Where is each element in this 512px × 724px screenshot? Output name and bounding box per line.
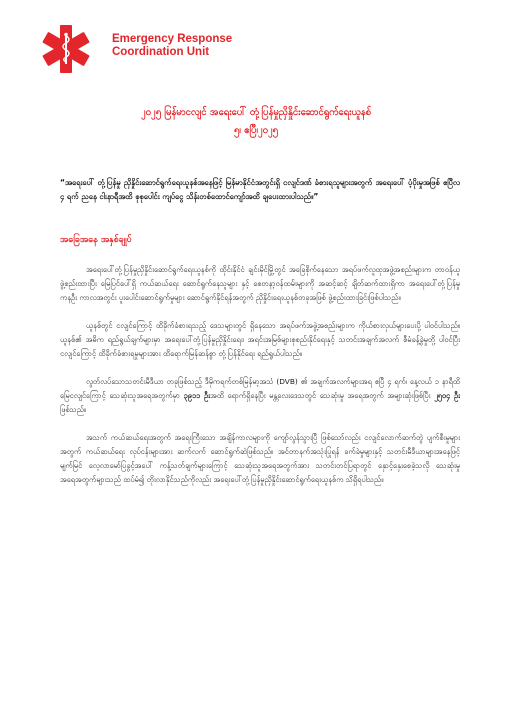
- organization-name: [112, 33, 432, 59]
- death-toll-mandalay: ၂၅၀၄ ဦး: [434, 391, 461, 400]
- organization-name-line2: Coordination Unit: [112, 46, 210, 58]
- title-date: ၅၊ ဧပြီ၊၂၀၂၅: [233, 125, 279, 136]
- header: [40, 23, 480, 83]
- paragraph-2: ယူနစ်တွင် ငလျင်ကြောင့် ထိခိုက်ခံစားရသည့် ဒေသများတွင် ရှိနေသော အရပ်ဖက်အဖွဲ့အစည်းများက ကိုယ်စားလှယ်များပေးပို့ ပါဝင်ပါသည်။ ယူနစ်၏ အဓိက ရည်ရွယ်ချက်များမှာ အရေးပေါ်တုံ့ပြန်မှုညှိနှိုင်းရေး၊ အရင်းအမြစ်များစုစည်းနိုင်ရေးနှင့် သတင်းအချက်အလက် စီမံခန့်ခွဲမှုတို့ ပါဝင်ပြီး ငလျင်ကြောင့် ထိခိုက်ခံစားရမှုများအား ထိရောက်မြန်ဆန်စွာ တုံ့ပြန်နိုင်ရေး ရည်ရွယ်ပါသည်။: [60, 321, 460, 358]
- paragraph-3-part-a: လွတ်လပ်သောသတင်းမီဒီယာ တခုဖြစ်သည့် ဒီမိုကရက်တစ်မြန်မာ့အသံ (DVB) ၏ အချက်အလက်များအရ ဧပြီ ၄ ရက်၊ နေ့လယ် ၁ နာရီထိ မြေငလျင်ကြောင့် သေဆုံးသူအရေအတွက်မှာ: [60, 377, 460, 400]
- death-toll-total: ၃၉၁၁ ဦး: [183, 391, 211, 400]
- paragraph-3: [60, 375, 460, 417]
- organization-name-line1: Emergency Response: [112, 33, 233, 45]
- paragraph-3-part-c: အထိ ရောက်ရှိနေပြီး မန္တလေးဒေသတွင် သေဆုံးမှု အရေအတွက် အများဆုံးဖြစ်ပြီး: [210, 391, 435, 400]
- star-of-life-logo-icon: [40, 23, 92, 75]
- section-heading-summary: အခြေအနေ အနှစ်ချုပ်: [60, 235, 132, 245]
- highlight-quote: “အရေးပေါ် တုံ့ပြန်မှု ညှိနှိုင်းဆောင်ရွက်ရေးယူနစ်အနေဖြင့် မြန်မာနိုင်ငံအတွင်းရှိ ငလျင်ဒဏ် ခံစားရသူများအတွက် အရေးပေါ် ပံ့ပိုးမှုအဖြစ် ဧပြီလ ၄ ရက် ညနေ ငါးနာရီအထိ စုစုပေါင်း ကျပ်ငွေ သိန်းတစ်ထောင်ကျော်အထိ ချပေးထားပါသည်။”: [60, 178, 460, 201]
- paragraph-3-part-e: ဖြစ်သည်။: [60, 405, 87, 414]
- title-line: ၂၀၂၅ မြန်မာငလျင် အရေးပေါ် တုံ့ပြန်မှုညှိနှိုင်းဆောင်ရွက်ရေးယူနစ်: [141, 107, 371, 118]
- document-title: [0, 104, 512, 140]
- summary-body: [60, 263, 460, 501]
- paragraph-4: အသက် ကယ်ဆယ်ရေးအတွက် အရေးကြီးသော အချိန်ကာလများကို ကျော်လွန်သွားပြီ ဖြစ်သော်လည်း ငလျင်လောက်ဆက်တွဲ ပျက်စီးမှုများအတွက် ကယ်ဆယ်ရေး လုပ်ငန်းများအား ဆက်လက် ဆောင်ရွက်ဆဲဖြစ်သည်။ အင်တာနက်အသုံးပြုရန် ခက်ခဲမှုများနှင့် သတင်းမီဒီယာများအနေဖြင့် မျက်မြင် လေ့လာမော်ပြခွင့်အပေါ် ကန့်သတ်ချက်များကြောင့် သေဆုံးသူအရေအတွက်အား သတင်းတင်ပြရာတွင် နှောင့်နှေးစေခဲ့သလို သေဆုံးမှုအရေအတွက်များသည် ထပ်မံ၍ တိုးလာနိုင်သည်ကိုလည်း အရေးပေါ်တုံ့ပြန်မှုညှိနှိုင်းဆောင်ရွက်ရေးယူနစ်က သိရှိရပါသည်။: [60, 433, 460, 484]
- paragraph-1: အရေးပေါ်တုံ့ပြန်မှုညှိနှိုင်းဆောင်ရွက်ရေးယူနစ်ကို ထိုင်းနိုင်ငံ ချင်းမိုင်မြို့တွင် အခြေစိုက်နေသော အရပ်ဖက်လူထုအဖွဲ့အစည်းများက တာဝန်ယူဖွဲ့စည်းထားပြီး မြေပြင်ပေါ်ရှိ ကယ်ဆယ်ရေး ဆောင်ရွက်နေသူများ နှင့် စေတနာ့ဝန်ထမ်းများကို အဆင့်ဆင့် ချိတ်ဆက်ထားရှိကာ အရေးပေါ်တုံ့ပြန်မှု ကနဦး ကာလအတွင်း ပူးပေါင်းဆောင်ရွက်မှုများ ဆောင်ရွက်နိုင်ရန်အတွက် ညှိနှိုင်းရေးယူနစ်တခုအဖြစ် ဖွဲ့စည်းထားခြင်းဖြစ်ပါသည်။: [60, 265, 460, 302]
